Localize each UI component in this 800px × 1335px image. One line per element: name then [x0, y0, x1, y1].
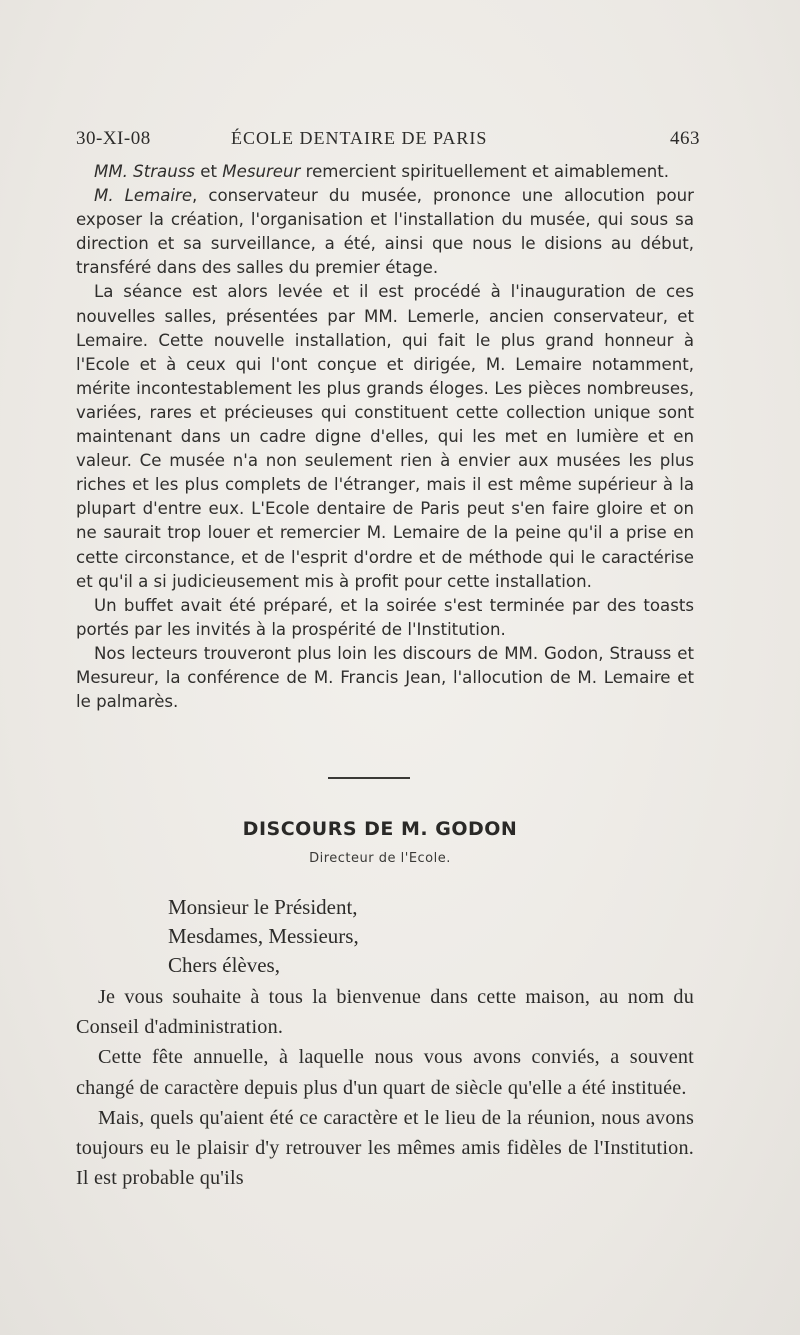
paragraph-italic: M. Lemaire	[94, 186, 193, 206]
section-title: DISCOURS DE M. GODON	[242, 818, 518, 840]
paragraph-italic: MM. Strauss	[94, 162, 196, 181]
speech-body	[76, 982, 694, 1193]
paragraph-text: et	[195, 162, 223, 181]
section-subtitle: Directeur de l'Ecole.	[309, 851, 451, 866]
header-title: ÉCOLE DENTAIRE DE PARIS	[231, 128, 488, 148]
paragraph	[76, 160, 694, 184]
speech-paragraph: Je vous souhaite à tous la bienvenue dans cette maison, au nom du Conseil d'administration.	[76, 986, 694, 1039]
paragraph-text: , conservateur du musée, prononce une allocution pour exposer la création, l'organisation et l'installation du musée, qui sous sa direction et sa surveillance, a été, ainsi que nous le disions au début, transféré dans des salles du premier étage.	[76, 186, 694, 278]
report-body	[76, 160, 694, 714]
speech-paragraph: Cette fête annuelle, à laquelle nous vous avons conviés, a souvent changé de caractère depuis plus d'un quart de siècle qu'elle a été instituée.	[76, 1046, 694, 1099]
salutation-line: Monsieur le Président,	[168, 895, 358, 919]
speech-paragraph: Mais, quels qu'aient été ce caractère et le lieu de la réunion, nous avons toujours eu le plaisir d'y retrouver les mêmes amis fidèles de l'Institution. Il est probable qu'ils	[76, 1106, 694, 1190]
paragraph: Nos lecteurs trouveront plus loin les discours de MM. Godon, Strauss et Mesureur, la conférence de M. Francis Jean, l'allocution de M. Lemaire et le palmarès.	[76, 643, 694, 712]
page-number: 463	[670, 128, 700, 149]
salutation-line: Chers élèves,	[168, 953, 280, 977]
running-header	[76, 128, 700, 154]
paragraph	[76, 184, 694, 280]
section-divider	[328, 777, 410, 779]
header-date: 30-XI-08	[76, 128, 151, 149]
salutation-line: Mesdames, Messieurs,	[168, 924, 359, 948]
paragraph: Un buffet avait été préparé, et la soirée s'est terminée par des toasts portés par les invités à la prospérité de l'Institution.	[76, 595, 694, 639]
paragraph: La séance est alors levée et il est procédé à l'inauguration de ces nouvelles salles, présentées par MM. Lemerle, ancien conservateur, et Lemaire. Cette nouvelle installation, qui fait le plus grand honneur à l'Ecole et à ceux qui l'ont conçue et dirigée, M. Lemaire notamment, mérite incontestablement les plus grands éloges. Les pièces nombreuses, variées, rares et précieuses qui constituent cette collection unique sont maintenant dans un cadre digne d'elles, qui les met en lumière et en valeur. Ce musée n'a non seulement rien à envier aux musées les plus riches et les plus complets de l'étranger, mais il est même supérieur à la plupart d'entre eux. L'Ecole dentaire de Paris peut s'en faire gloire et on ne saurait trop louer et remercier M. Lemaire de la peine qu'il a prise en cette circonstance, et de l'esprit d'ordre et de méthode qui le caractérise et qu'il a si judicieusement mis à profit pour cette installation.	[76, 282, 694, 591]
salutation	[168, 893, 359, 980]
paragraph-italic: Mesureur	[222, 162, 301, 181]
paragraph-text: remercient spirituellement et aimablement.	[300, 162, 670, 181]
